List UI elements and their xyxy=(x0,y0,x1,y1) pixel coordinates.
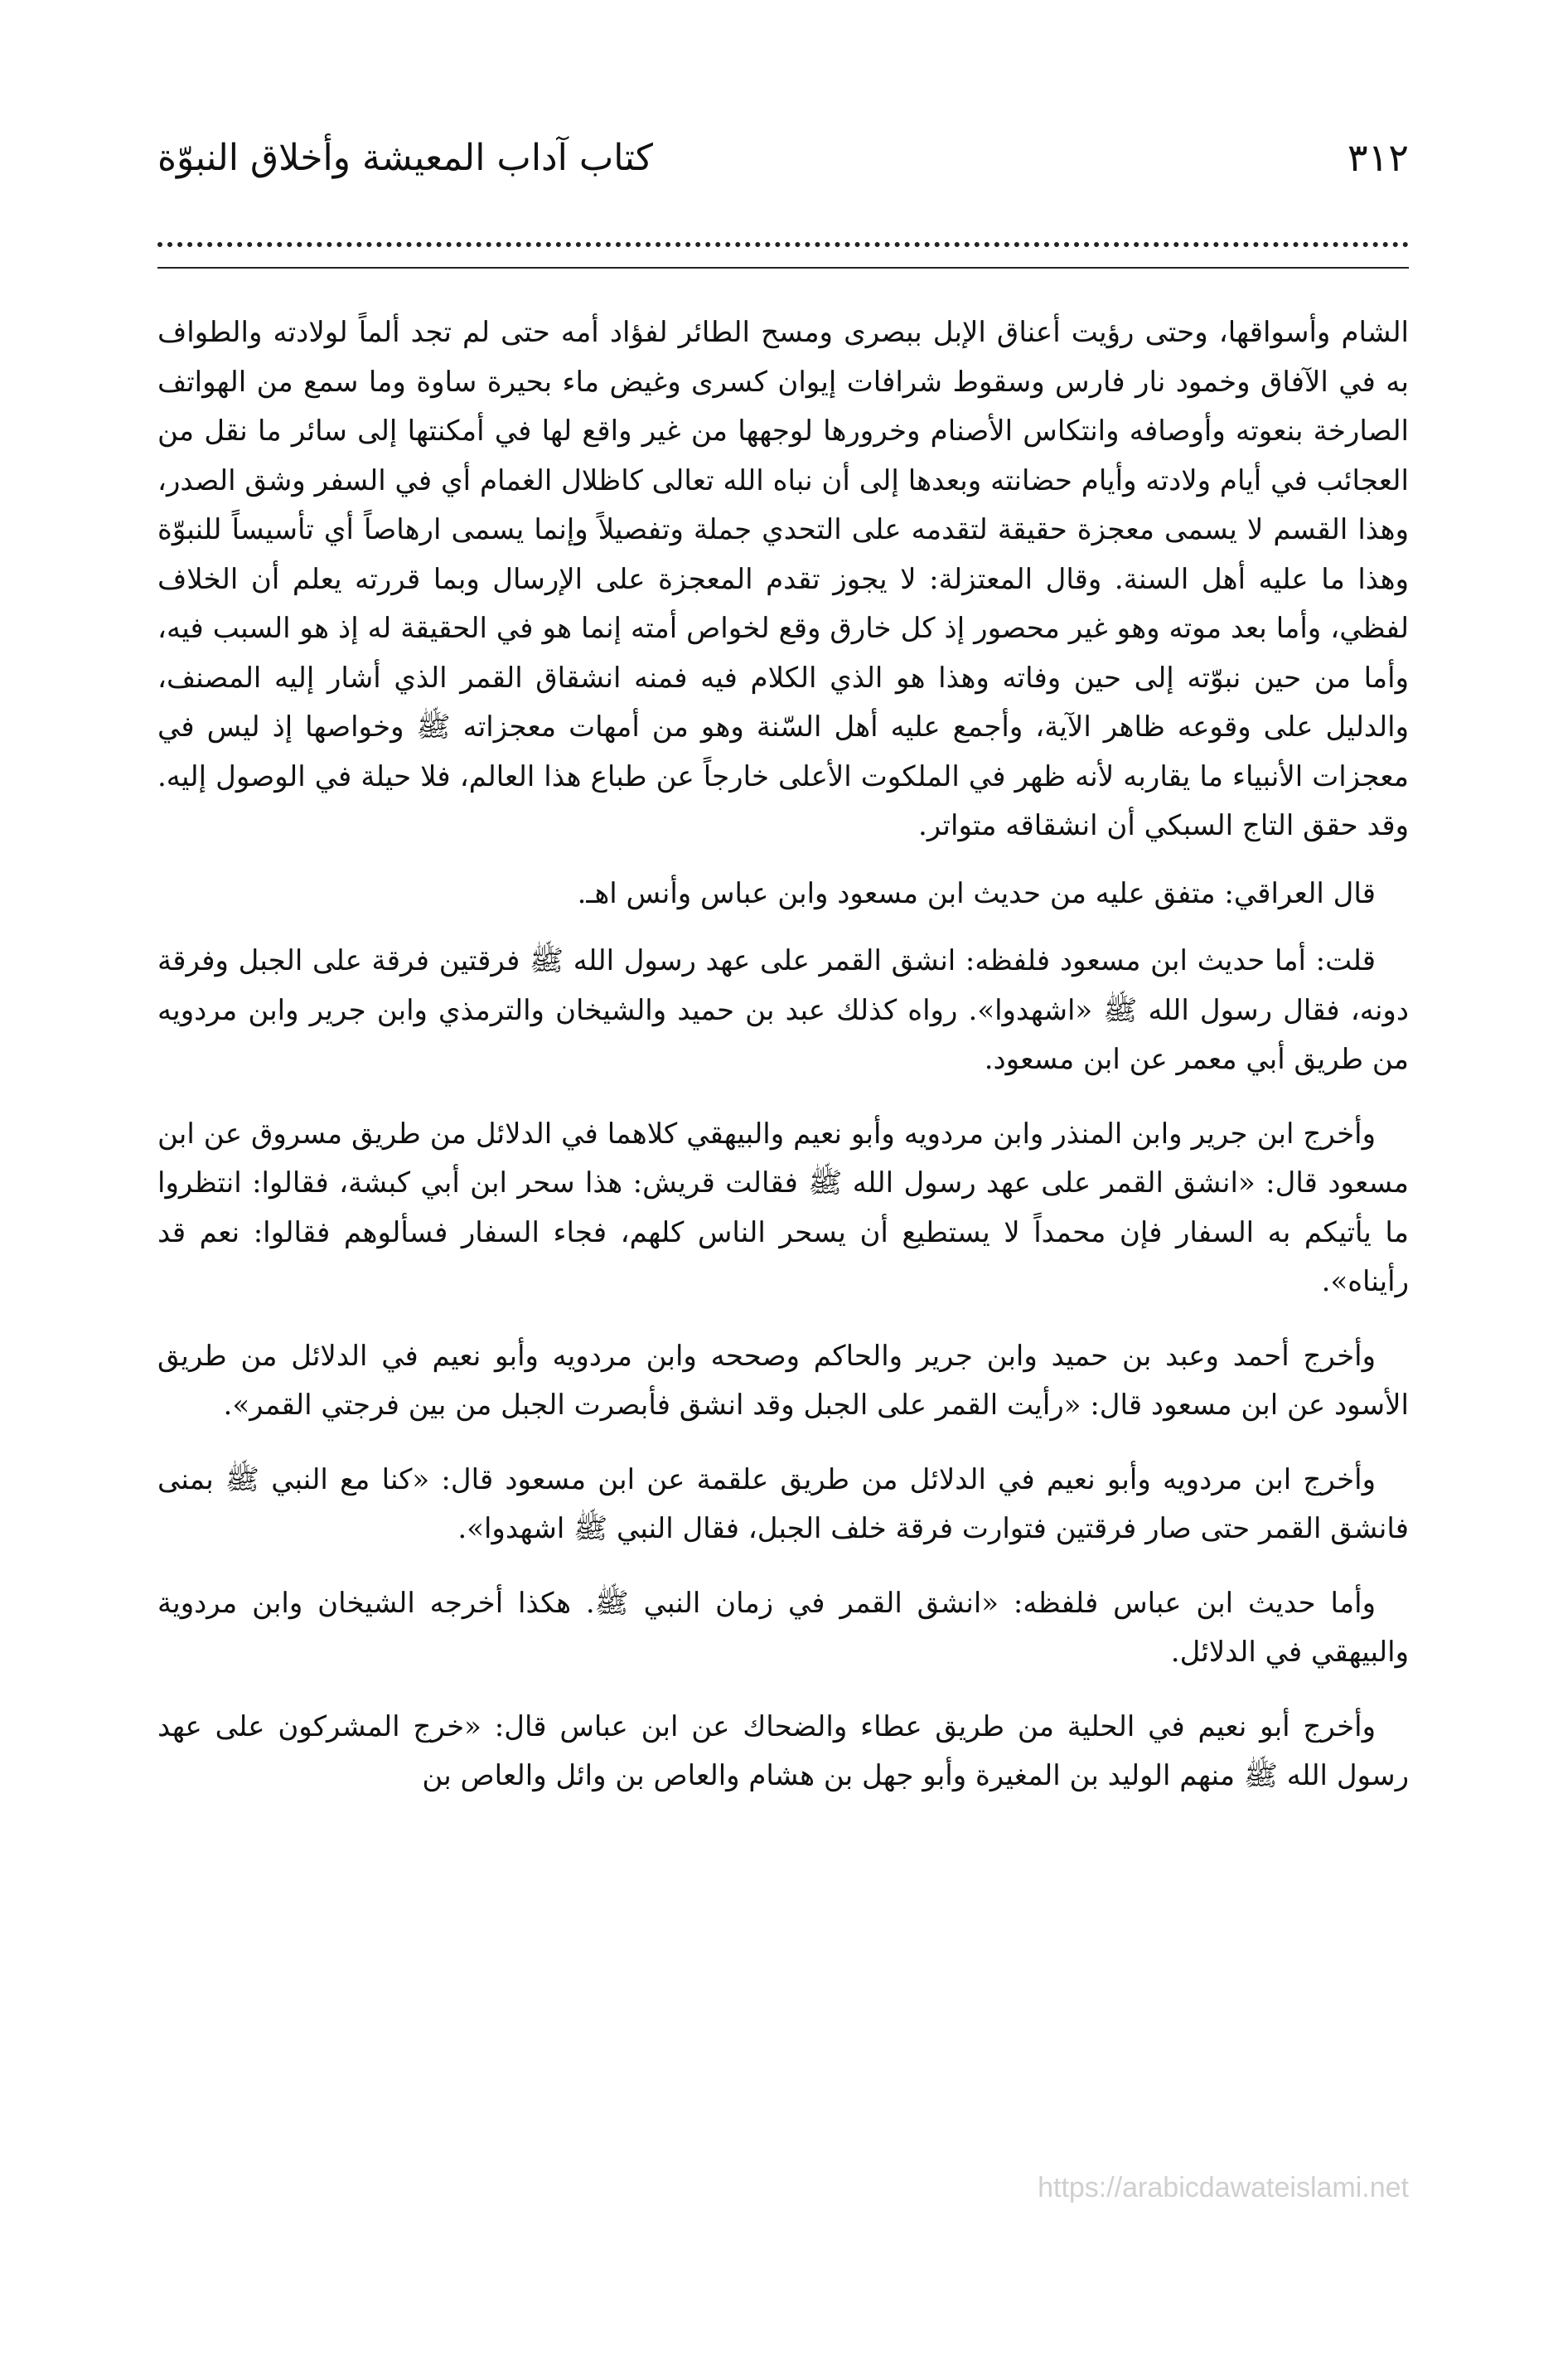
paragraph-4: وأخرج ابن جرير وابن المنذر وابن مردويه وأبو نعيم والبيهقي كلاهما في الدلائل من طريق مسروق عن ابن مسعود قال: «انشق القمر على عهد رسول الله ﷺ فقالت قريش: هذا سحر ابن أبي كبشة، فقالوا: انتظروا ما يأتيكم به السفار فإن محمداً لا يستطيع أن يسحر الناس كلهم، فجاء السفار فسألوهم فقالوا: نعم قد رأيناه». xyxy=(157,1117,1409,1298)
book-title: كتاب آداب المعيشة وأخلاق النبوّة xyxy=(157,136,653,179)
watermark-url: https://arabicdawateislami.net xyxy=(1038,2172,1409,2203)
paragraph-5: وأخرج أحمد وعبد بن حميد وابن جرير والحاكم وصححه وابن مردويه وأبو نعيم في الدلائل من طريق الأسود عن ابن مسعود قال: «رأيت القمر على الجبل وقد انشق فأبصرت الجبل من بين فرجتي القمر». xyxy=(157,1339,1409,1422)
paragraph-2: قال العراقي: متفق عليه من حديث ابن مسعود وابن عباس وأنس اهـ. xyxy=(577,876,1376,910)
paragraph-3: قلت: أما حديث ابن مسعود فلفظه: انشق القمر على عهد رسول الله ﷺ فرقتين فرقة على الجبل وفرقة دونه، فقال رسول الله ﷺ «اشهدوا». رواه كذلك عبد بن حميد والشيخان والترمذي وابن جرير وابن مردويه من طريق أبي معمر عن ابن مسعود. xyxy=(157,944,1409,1076)
dotted-divider xyxy=(157,242,1409,247)
body-text xyxy=(157,308,1409,1801)
page-number: ٣١٢ xyxy=(1347,135,1409,180)
paragraph-8: وأخرج أبو نعيم في الحلية من طريق عطاء والضحاك عن ابن عباس قال: «خرج المشركون على عهد رسول الله ﷺ منهم الوليد بن المغيرة وأبو جهل بن هشام والعاص بن وائل والعاص بن xyxy=(157,1709,1409,1792)
solid-divider xyxy=(157,267,1409,269)
paragraph-6: وأخرج ابن مردويه وأبو نعيم في الدلائل من طريق علقمة عن ابن مسعود قال: «كنا مع النبي ﷺ بمنى فانشق القمر حتى صار فرقتين فتوارت فرقة خلف الجبل، فقال النبي ﷺ اشهدوا». xyxy=(157,1462,1409,1545)
page-header xyxy=(157,124,1409,191)
paragraph-1: الشام وأسواقها، وحتى رؤيت أعناق الإبل ببصرى ومسح الطائر لفؤاد أمه حتى لم تجد ألماً لولادته والطواف به في الآفاق وخمود نار فارس وسقوط شرافات إيوان كسرى وغيض ماء بحيرة ساوة وما سمع من الهواتف الصارخة بنعوته وأوصافه وانتكاس الأصنام وخرورها لوجهها من غير واقع لها في أمكنتها إلى سائر ما نقل من العجائب في أيام ولادته وأيام حضانته وبعدها إلى أن نباه الله تعالى كاظلال الغمام أي في السفر وشق الصدر، وهذا القسم لا يسمى معجزة حقيقة لتقدمه على التحدي جملة وتفصيلاً وإنما يسمى ارهاصاً أي تأسيساً للنبوّة وهذا ما عليه أهل السنة. وقال المعتزلة: لا يجوز تقدم المعجزة على الإرسال وبما قررته يعلم أن الخلاف لفظي، وأما بعد موته وهو غير محصور إذ كل خارق وقع لخواص أمته إنما هو في الحقيقة له إذ هو السبب فيه، وأما من حين نبوّته إلى حين وفاته وهذا هو الذي الكلام فيه فمنه انشقاق القمر الذي أشار إليه المصنف، والدليل على وقوعه ظاهر الآية، وأجمع عليه أهل السّنة وهو من أمهات معجزاته ﷺ وخواصها إذ ليس في معجزات الأنبياء ما يقاربه لأنه ظهر في الملكوت الأعلى خارجاً عن طباع هذا العالم، فلا حيلة في الوصول إليه. وقد حقق التاج السبكي أن انشقاقه متواتر. xyxy=(157,316,1409,842)
paragraph-7: وأما حديث ابن عباس فلفظه: «انشق القمر في زمان النبي ﷺ. هكذا أخرجه الشيخان وابن مردوية والبيهقي في الدلائل. xyxy=(157,1586,1409,1669)
